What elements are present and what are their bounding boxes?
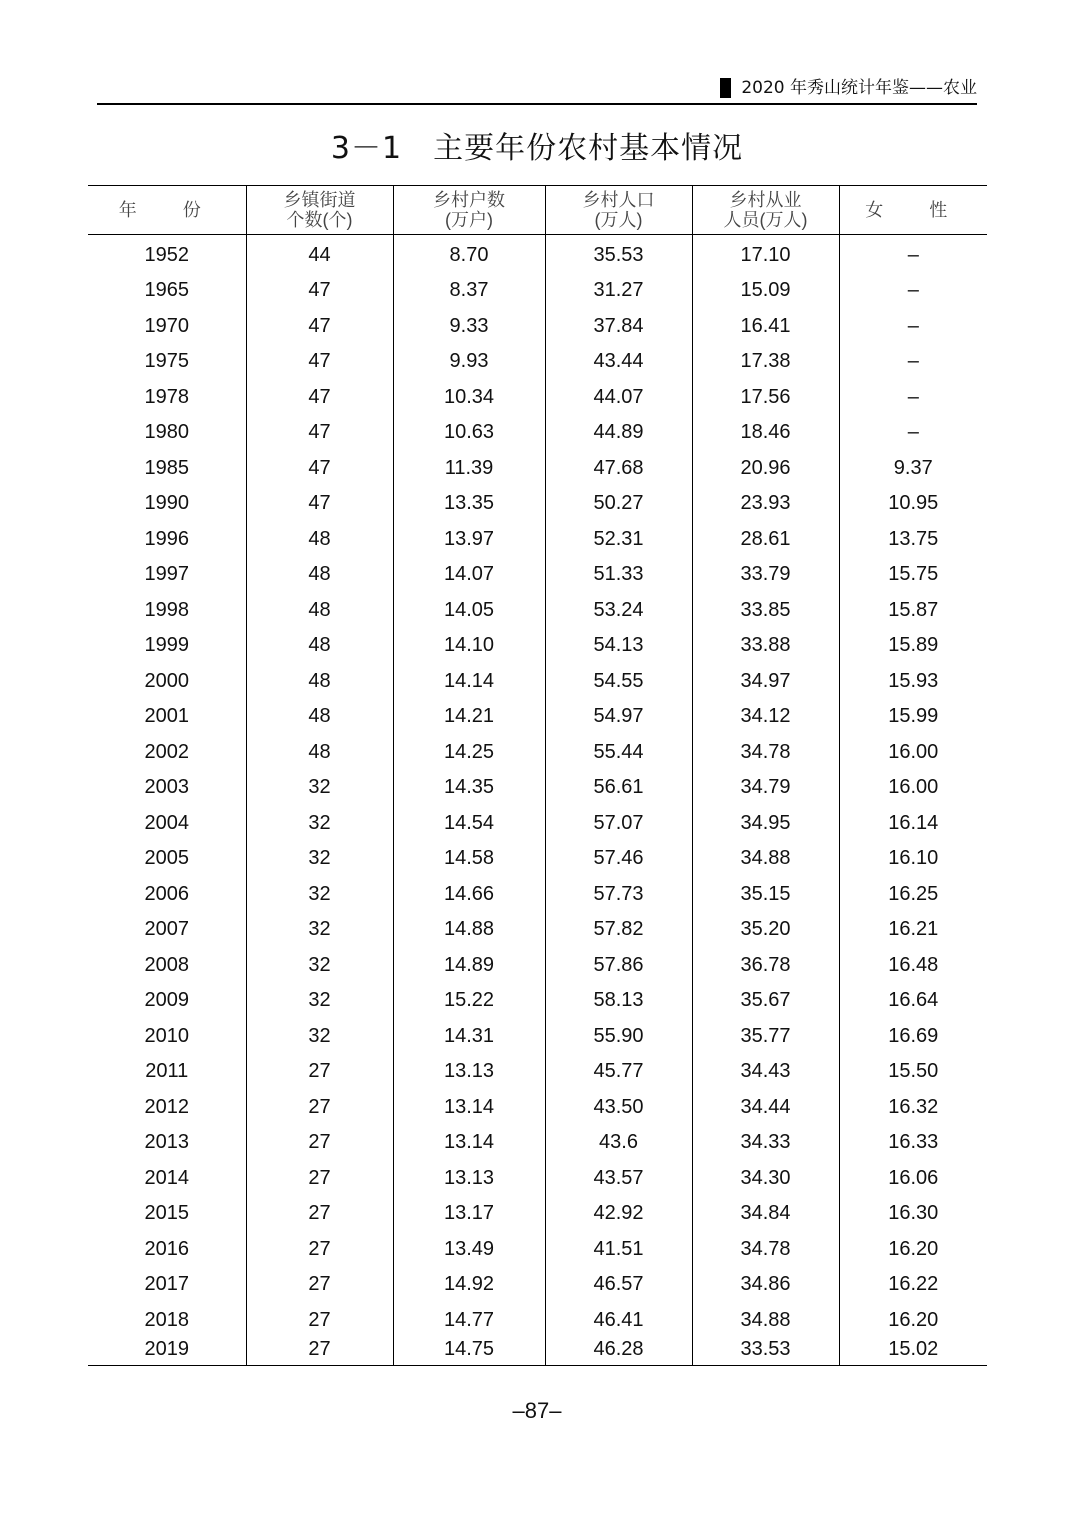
table-row bbox=[88, 1089, 987, 1125]
table-cell: – bbox=[839, 308, 987, 344]
table-cell: 27 bbox=[246, 1196, 393, 1232]
table-row bbox=[88, 1338, 987, 1366]
table-cell: 13.97 bbox=[393, 521, 545, 557]
table-cell: 14.07 bbox=[393, 557, 545, 593]
table-cell: 34.44 bbox=[692, 1089, 839, 1125]
table-cell: 16.20 bbox=[839, 1231, 987, 1267]
table-cell: 50.27 bbox=[545, 486, 692, 522]
table-row bbox=[88, 628, 987, 664]
column-header-township-count: 乡镇街道 个数(个) bbox=[246, 186, 393, 235]
table-cell: 34.88 bbox=[692, 841, 839, 877]
table-row bbox=[88, 521, 987, 557]
table-cell: 2004 bbox=[144, 811, 189, 834]
table-cell: 34.78 bbox=[692, 1231, 839, 1267]
table-cell: 16.25 bbox=[839, 876, 987, 912]
table-cell: 57.46 bbox=[545, 841, 692, 877]
table-cell: 2007 bbox=[144, 918, 189, 941]
table-cell: 34.78 bbox=[692, 734, 839, 770]
table-cell: 14.21 bbox=[393, 699, 545, 735]
table-cell: 16.48 bbox=[839, 947, 987, 983]
table-cell: 34.43 bbox=[692, 1054, 839, 1090]
table-cell: 2012 bbox=[144, 1095, 189, 1118]
table-row bbox=[88, 1267, 987, 1303]
table-cell: 16.14 bbox=[839, 805, 987, 841]
table-cell: 57.82 bbox=[545, 912, 692, 948]
table-cell: 14.92 bbox=[393, 1267, 545, 1303]
table-row bbox=[88, 486, 987, 522]
table-cell: 14.05 bbox=[393, 592, 545, 628]
table-cell: 1965 bbox=[144, 279, 189, 302]
table-cell: 46.57 bbox=[545, 1267, 692, 1303]
table-cell: 46.28 bbox=[545, 1338, 692, 1366]
running-header bbox=[97, 76, 977, 105]
table-cell: 2015 bbox=[144, 1202, 189, 1225]
table-cell: 14.88 bbox=[393, 912, 545, 948]
table-cell: 17.10 bbox=[692, 235, 839, 273]
table-row bbox=[88, 450, 987, 486]
table-cell: 36.78 bbox=[692, 947, 839, 983]
table-cell: 44.07 bbox=[545, 379, 692, 415]
table-cell: 34.79 bbox=[692, 770, 839, 806]
table-cell: 2011 bbox=[145, 1060, 189, 1083]
table-cell: 1970 bbox=[144, 314, 189, 337]
table-cell: 27 bbox=[246, 1231, 393, 1267]
table-cell: 16.30 bbox=[839, 1196, 987, 1232]
table-cell: 47 bbox=[246, 379, 393, 415]
table-cell: 13.14 bbox=[393, 1125, 545, 1161]
table-cell: 16.64 bbox=[839, 983, 987, 1019]
table-cell: 8.70 bbox=[393, 235, 545, 273]
table-cell: 13.17 bbox=[393, 1196, 545, 1232]
table-row bbox=[88, 1018, 987, 1054]
table-cell: 14.35 bbox=[393, 770, 545, 806]
table-cell: 48 bbox=[246, 734, 393, 770]
table-cell: 32 bbox=[246, 1018, 393, 1054]
table-cell: 13.75 bbox=[839, 521, 987, 557]
table-cell: 57.07 bbox=[545, 805, 692, 841]
table-cell: 20.96 bbox=[692, 450, 839, 486]
rural-statistics-table bbox=[88, 185, 987, 1366]
table-cell: 48 bbox=[246, 521, 393, 557]
table-cell: 13.13 bbox=[393, 1160, 545, 1196]
table-cell: 2002 bbox=[144, 740, 189, 763]
table-cell: 54.13 bbox=[545, 628, 692, 664]
table-cell: 2019 bbox=[88, 1338, 246, 1366]
table-row bbox=[88, 805, 987, 841]
table-cell: 11.39 bbox=[393, 450, 545, 486]
table-cell: 1999 bbox=[144, 634, 189, 657]
table-cell: 35.77 bbox=[692, 1018, 839, 1054]
table-cell: 32 bbox=[246, 841, 393, 877]
table-cell: 43.50 bbox=[545, 1089, 692, 1125]
table-cell: 44 bbox=[246, 235, 393, 273]
running-header-text-wrap bbox=[720, 77, 977, 99]
table-cell: 17.38 bbox=[692, 344, 839, 380]
table-cell: 2008 bbox=[144, 953, 189, 976]
table-cell: 43.6 bbox=[545, 1125, 692, 1161]
table-cell: 16.33 bbox=[839, 1125, 987, 1161]
table-cell: 41.51 bbox=[545, 1231, 692, 1267]
table-cell: 54.55 bbox=[545, 663, 692, 699]
table-cell: 1985 bbox=[144, 456, 189, 479]
table-row bbox=[88, 663, 987, 699]
table-cell: 1952 bbox=[144, 243, 189, 266]
table-cell: 9.37 bbox=[839, 450, 987, 486]
table-cell: 46.41 bbox=[545, 1302, 692, 1338]
table-cell: 47 bbox=[246, 450, 393, 486]
table-cell: – bbox=[839, 379, 987, 415]
table-cell: 9.93 bbox=[393, 344, 545, 380]
table-row bbox=[88, 557, 987, 593]
table-cell: 2013 bbox=[144, 1131, 189, 1154]
table-cell: 33.79 bbox=[692, 557, 839, 593]
table-cell: 2016 bbox=[144, 1237, 189, 1260]
table-cell: 15.50 bbox=[839, 1054, 987, 1090]
table-cell: 16.22 bbox=[839, 1267, 987, 1303]
table-cell: 47 bbox=[246, 308, 393, 344]
table-cell: 32 bbox=[246, 876, 393, 912]
column-header-population: 乡村人口 (万人) bbox=[545, 186, 692, 235]
table-cell: 35.20 bbox=[692, 912, 839, 948]
table-cell: 28.61 bbox=[692, 521, 839, 557]
table-cell: 37.84 bbox=[545, 308, 692, 344]
table-cell: 34.86 bbox=[692, 1267, 839, 1303]
table-cell: 2006 bbox=[144, 882, 189, 905]
table-cell: 15.75 bbox=[839, 557, 987, 593]
table-cell: 44.89 bbox=[545, 415, 692, 451]
table-row bbox=[88, 1302, 987, 1338]
column-header-households: 乡村户数 (万户) bbox=[393, 186, 545, 235]
table-body bbox=[88, 235, 987, 1366]
table-cell: 47 bbox=[246, 486, 393, 522]
table-cell: 16.21 bbox=[839, 912, 987, 948]
table-cell: 15.93 bbox=[839, 663, 987, 699]
table-cell: 47 bbox=[246, 415, 393, 451]
table-cell: 32 bbox=[246, 770, 393, 806]
table-cell: 42.92 bbox=[545, 1196, 692, 1232]
table-cell: 27 bbox=[246, 1338, 393, 1366]
table-cell: 2003 bbox=[144, 776, 189, 799]
table-cell: 33.85 bbox=[692, 592, 839, 628]
table-cell: 32 bbox=[246, 805, 393, 841]
table-cell: 1997 bbox=[144, 563, 189, 586]
table-cell: 27 bbox=[246, 1089, 393, 1125]
table-cell: 34.30 bbox=[692, 1160, 839, 1196]
table-cell: 48 bbox=[246, 557, 393, 593]
table-cell: 1975 bbox=[144, 350, 189, 373]
table-cell: 32 bbox=[246, 983, 393, 1019]
table-row bbox=[88, 1196, 987, 1232]
table-cell: 47 bbox=[246, 273, 393, 309]
table-row bbox=[88, 699, 987, 735]
table-cell: 56.61 bbox=[545, 770, 692, 806]
table-cell: 27 bbox=[246, 1267, 393, 1303]
table-cell: 27 bbox=[246, 1125, 393, 1161]
table-cell: 10.34 bbox=[393, 379, 545, 415]
table-row bbox=[88, 308, 987, 344]
table-row bbox=[88, 770, 987, 806]
table-cell: 52.31 bbox=[545, 521, 692, 557]
table-cell: 16.20 bbox=[839, 1302, 987, 1338]
table-cell: 33.88 bbox=[692, 628, 839, 664]
table-cell: – bbox=[839, 344, 987, 380]
table-cell: 43.57 bbox=[545, 1160, 692, 1196]
table-row bbox=[88, 1125, 987, 1161]
table-cell: 48 bbox=[246, 628, 393, 664]
table-header-row bbox=[88, 186, 987, 235]
table-cell: 15.22 bbox=[393, 983, 545, 1019]
table-cell: 34.33 bbox=[692, 1125, 839, 1161]
table-cell: 27 bbox=[246, 1160, 393, 1196]
table-cell: 1996 bbox=[144, 527, 189, 550]
table-cell: 2001 bbox=[144, 705, 189, 728]
table-cell: – bbox=[839, 235, 987, 273]
table-cell: 17.56 bbox=[692, 379, 839, 415]
table-cell: 53.24 bbox=[545, 592, 692, 628]
table-cell: 14.66 bbox=[393, 876, 545, 912]
table-cell: 55.90 bbox=[545, 1018, 692, 1054]
table-title: 3－1 主要年份农村基本情况 bbox=[330, 131, 744, 166]
table-cell: 57.73 bbox=[545, 876, 692, 912]
running-header-text: 2020 年秀山统计年鉴——农业 bbox=[741, 78, 977, 98]
column-header-year: 年 份 bbox=[88, 186, 246, 235]
table-cell: 14.54 bbox=[393, 805, 545, 841]
table-row bbox=[88, 592, 987, 628]
table-cell: 14.58 bbox=[393, 841, 545, 877]
table-cell: 34.12 bbox=[692, 699, 839, 735]
table-cell: 48 bbox=[246, 663, 393, 699]
table-cell: 16.32 bbox=[839, 1089, 987, 1125]
table-row bbox=[88, 1231, 987, 1267]
table-cell: 23.93 bbox=[692, 486, 839, 522]
table-cell: 1978 bbox=[144, 385, 189, 408]
table-cell: 35.67 bbox=[692, 983, 839, 1019]
table-cell: 2017 bbox=[144, 1273, 189, 1296]
table-cell: 13.49 bbox=[393, 1231, 545, 1267]
table-cell: 45.77 bbox=[545, 1054, 692, 1090]
table-cell: 8.37 bbox=[393, 273, 545, 309]
table-cell: 15.02 bbox=[839, 1338, 987, 1366]
column-header-female: 女 性 bbox=[839, 186, 987, 235]
table-row bbox=[88, 379, 987, 415]
table-cell: 51.33 bbox=[545, 557, 692, 593]
table-cell: 10.95 bbox=[839, 486, 987, 522]
table-cell: 27 bbox=[246, 1054, 393, 1090]
table-cell: 14.10 bbox=[393, 628, 545, 664]
table-cell: 13.13 bbox=[393, 1054, 545, 1090]
table-cell: 14.75 bbox=[393, 1338, 545, 1366]
table-cell: 34.97 bbox=[692, 663, 839, 699]
table-cell: 9.33 bbox=[393, 308, 545, 344]
table-cell: 35.15 bbox=[692, 876, 839, 912]
table-row bbox=[88, 947, 987, 983]
table-cell: 34.84 bbox=[692, 1196, 839, 1232]
table-cell: 16.00 bbox=[839, 770, 987, 806]
table-cell: – bbox=[839, 273, 987, 309]
table-cell: 47 bbox=[246, 344, 393, 380]
table-cell: 14.89 bbox=[393, 947, 545, 983]
table-cell: 2009 bbox=[144, 989, 189, 1012]
table-cell: 2010 bbox=[144, 1024, 189, 1047]
table-cell: 57.86 bbox=[545, 947, 692, 983]
table-cell: 47.68 bbox=[545, 450, 692, 486]
table-cell: 58.13 bbox=[545, 983, 692, 1019]
table-cell: – bbox=[839, 415, 987, 451]
table-cell: 16.06 bbox=[839, 1160, 987, 1196]
table-cell: 15.89 bbox=[839, 628, 987, 664]
table-cell: 16.69 bbox=[839, 1018, 987, 1054]
table-cell: 35.53 bbox=[545, 235, 692, 273]
table-cell: 1990 bbox=[144, 492, 189, 515]
table-cell: 15.87 bbox=[839, 592, 987, 628]
table-row bbox=[88, 876, 987, 912]
table-cell: 55.44 bbox=[545, 734, 692, 770]
table-cell: 16.00 bbox=[839, 734, 987, 770]
table-cell: 34.88 bbox=[692, 1302, 839, 1338]
table-cell: 31.27 bbox=[545, 273, 692, 309]
table-cell: 43.44 bbox=[545, 344, 692, 380]
table-row bbox=[88, 1054, 987, 1090]
table-row bbox=[88, 235, 987, 273]
table-cell: 2005 bbox=[144, 847, 189, 870]
table-cell: 15.99 bbox=[839, 699, 987, 735]
table-cell: 18.46 bbox=[692, 415, 839, 451]
table-row bbox=[88, 344, 987, 380]
table-row bbox=[88, 983, 987, 1019]
table-cell: 2000 bbox=[144, 669, 189, 692]
table-row bbox=[88, 415, 987, 451]
table-cell: 14.25 bbox=[393, 734, 545, 770]
table-cell: 48 bbox=[246, 592, 393, 628]
header-marker-block bbox=[720, 78, 731, 98]
table-cell: 13.35 bbox=[393, 486, 545, 522]
table-row bbox=[88, 273, 987, 309]
column-header-employed: 乡村从业 人员(万人) bbox=[692, 186, 839, 235]
table-cell: 1998 bbox=[144, 598, 189, 621]
table-cell: 15.09 bbox=[692, 273, 839, 309]
table-cell: 48 bbox=[246, 699, 393, 735]
table-cell: 14.14 bbox=[393, 663, 545, 699]
table-row bbox=[88, 841, 987, 877]
table-cell: 32 bbox=[246, 912, 393, 948]
table-cell: 54.97 bbox=[545, 699, 692, 735]
table-row bbox=[88, 1160, 987, 1196]
table-cell: 16.41 bbox=[692, 308, 839, 344]
table-cell: 34.95 bbox=[692, 805, 839, 841]
table-cell: 10.63 bbox=[393, 415, 545, 451]
table-cell: 14.77 bbox=[393, 1302, 545, 1338]
table-cell: 27 bbox=[246, 1302, 393, 1338]
table-cell: 16.10 bbox=[839, 841, 987, 877]
table-cell: 33.53 bbox=[692, 1338, 839, 1366]
table-cell: 2014 bbox=[144, 1166, 189, 1189]
table-cell: 1980 bbox=[144, 421, 189, 444]
table-row bbox=[88, 734, 987, 770]
table-cell: 2018 bbox=[144, 1308, 189, 1331]
table-cell: 14.31 bbox=[393, 1018, 545, 1054]
table-row bbox=[88, 912, 987, 948]
table-cell: 32 bbox=[246, 947, 393, 983]
page-number: –87– bbox=[512, 1398, 562, 1423]
table-cell: 13.14 bbox=[393, 1089, 545, 1125]
